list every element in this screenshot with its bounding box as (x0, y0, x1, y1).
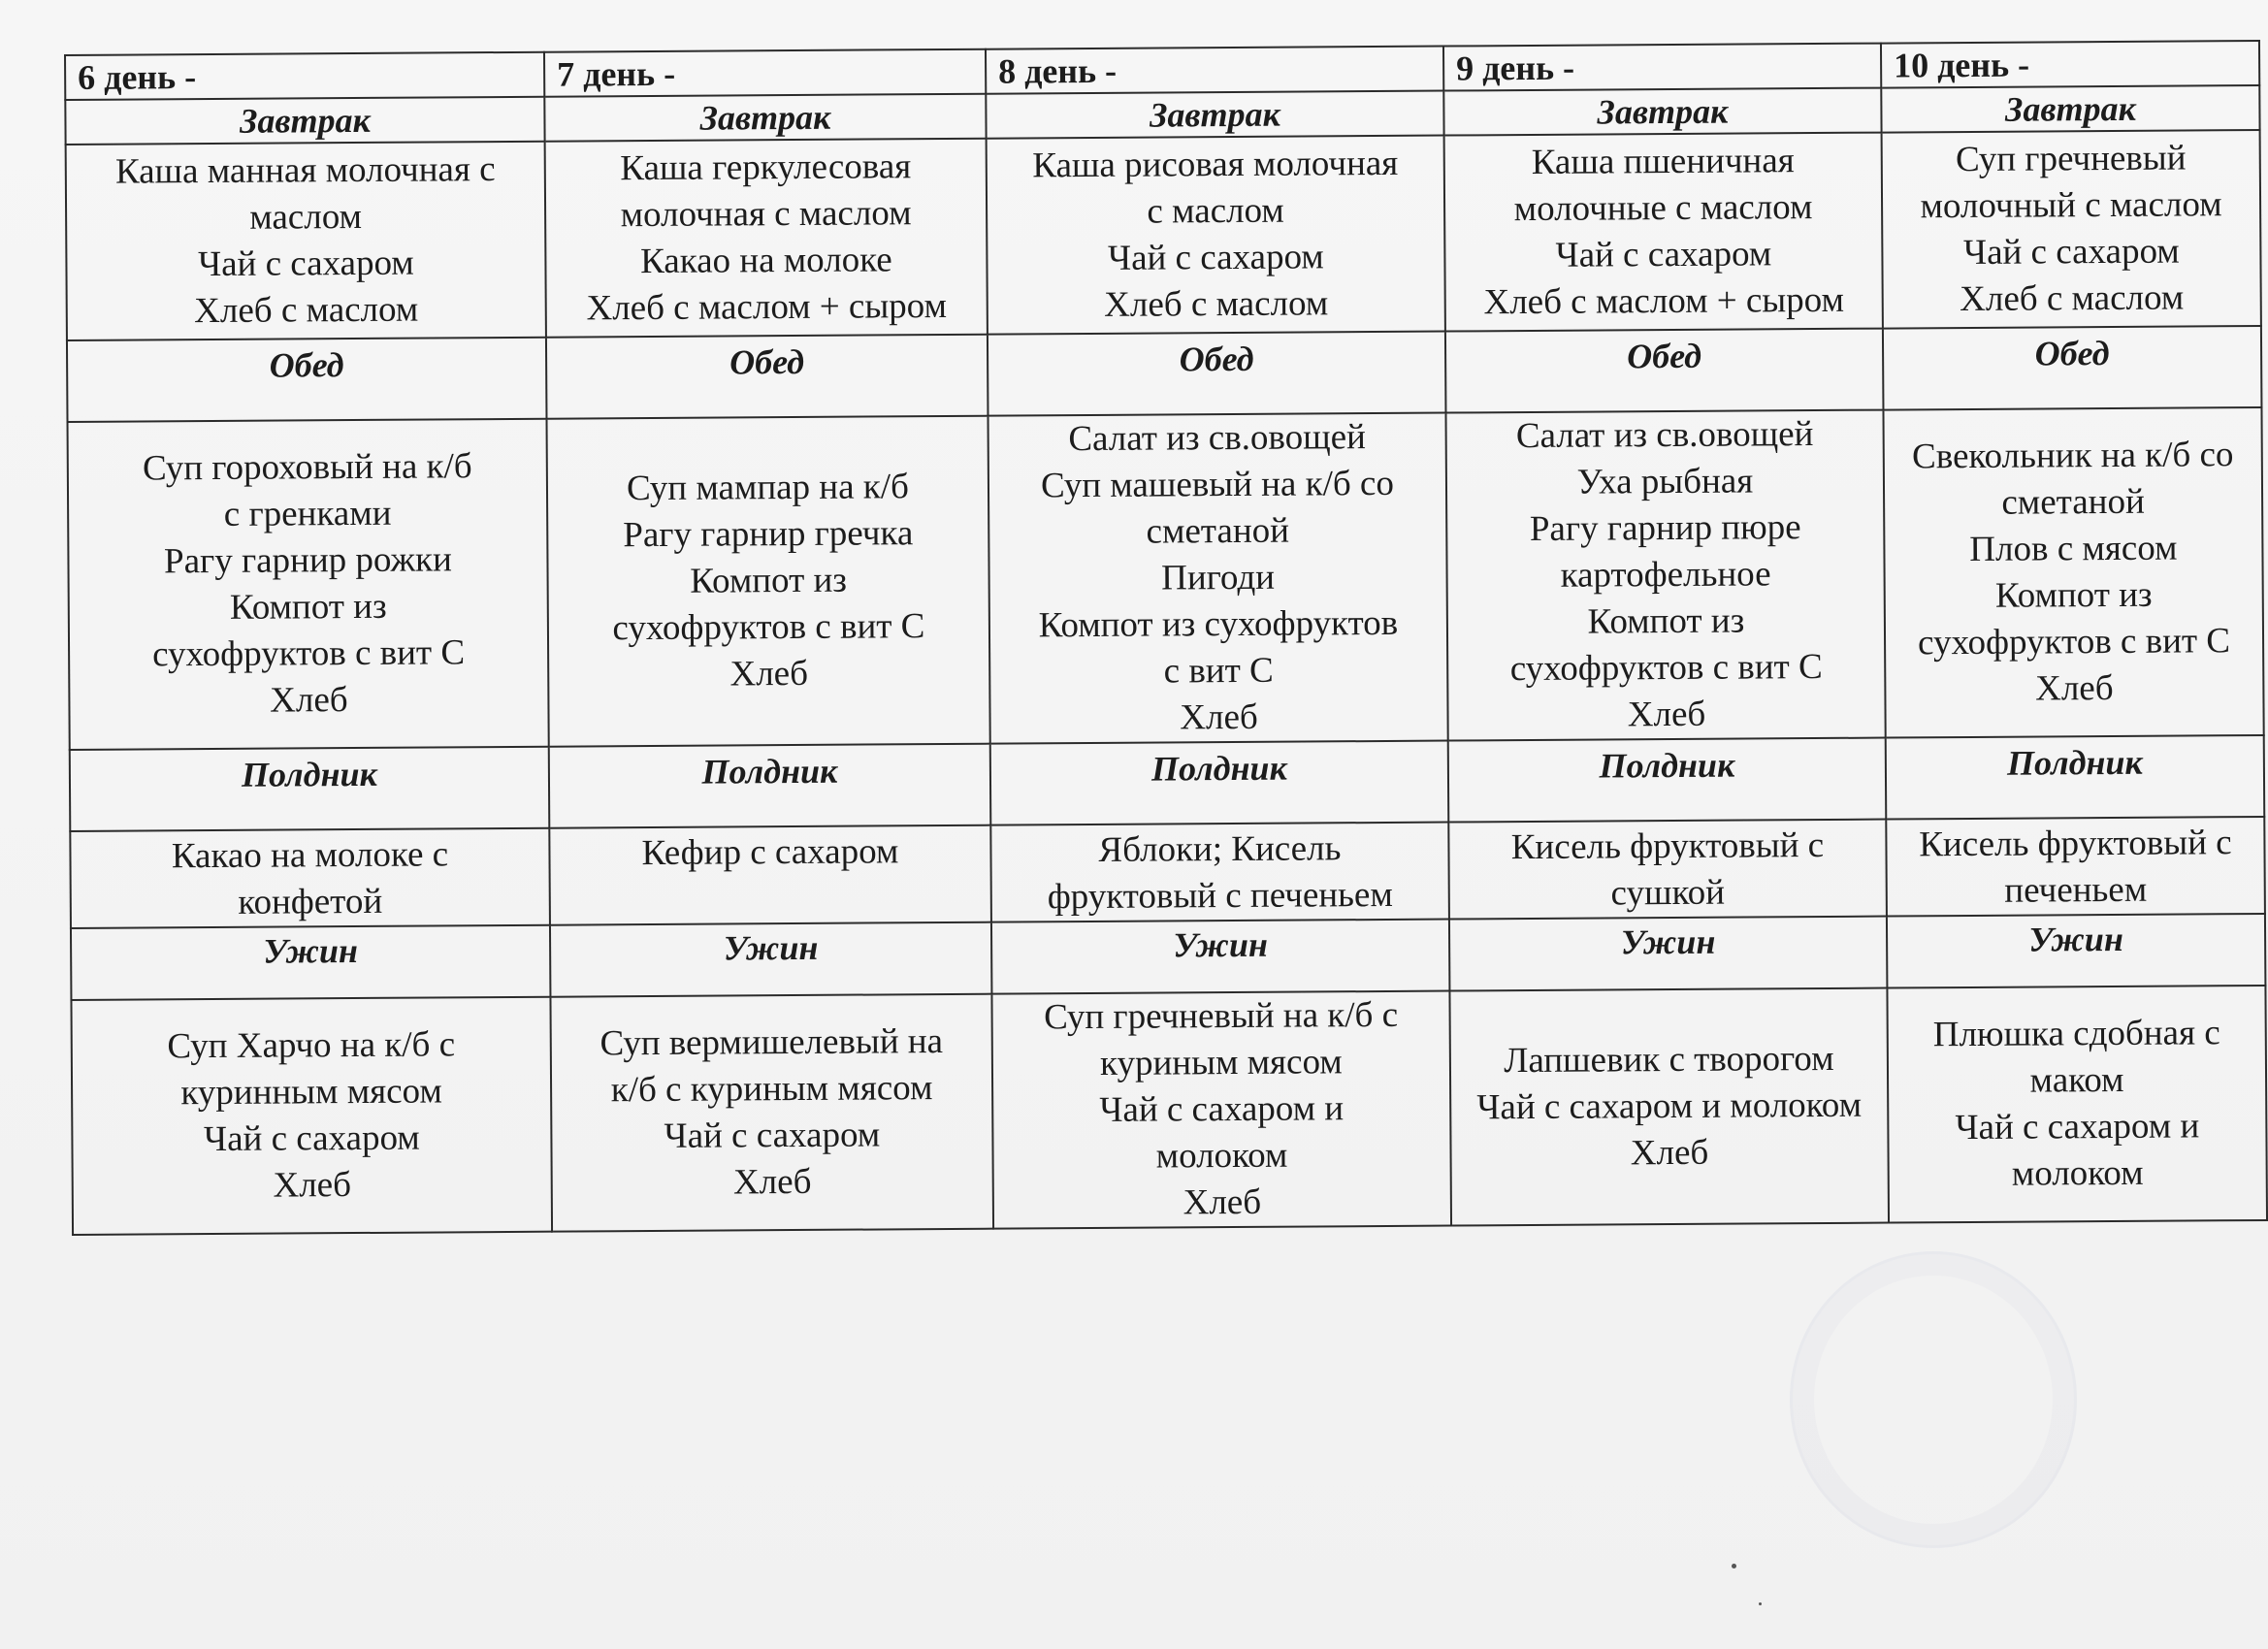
menu-item-line: Хлеб (273, 1165, 352, 1206)
menu-item-line: Компот из (690, 560, 848, 601)
menu-item-line: Салат из св.овощей (1515, 414, 1814, 457)
menu-item-line: Каша пшеничная (1531, 141, 1795, 182)
menu-item-line: Суп гречневый на к/б с (1044, 994, 1399, 1038)
breakfast-cell (66, 142, 546, 340)
menu-item-line: Хлеб (1180, 696, 1258, 738)
menu-item-line: Лапшевик с творогом (1504, 1038, 1834, 1082)
menu-item-line: к/б с куриным мясом (610, 1068, 933, 1111)
menu-item-line: Яблоки; Кисель (1098, 828, 1342, 870)
menu-item-line: Компот из сухофруктов (1038, 602, 1399, 646)
menu-item-line: Какао на молоке (640, 240, 892, 282)
lunch-label-row (67, 326, 2262, 422)
menu-item-line: Хлеб с маслом (1960, 277, 2185, 320)
snack-items-row (70, 817, 2265, 928)
menu-item-line: сметаной (2001, 481, 2145, 523)
dinner-cell (1449, 988, 1889, 1226)
breakfast-label: Завтрак (986, 91, 1443, 139)
lunch-cell (1445, 410, 1885, 741)
menu-item-line: Свекольник на к/б со (1911, 435, 2234, 477)
breakfast-cell (1444, 133, 1883, 332)
breakfast-label: Завтрак (65, 97, 544, 145)
snack-label: Полдник (70, 747, 550, 831)
lunch-label: Обед (1445, 329, 1884, 413)
dinner-label: Ужин (550, 922, 991, 997)
menu-item-line: Каша манная молочная с (114, 149, 496, 192)
menu-item-line: Чай с сахаром (197, 242, 414, 285)
menu-item-line: куриным мясом (1099, 1042, 1343, 1083)
menu-item-line: Компот из (1587, 600, 1745, 642)
lunch-cell (547, 416, 990, 747)
menu-item-line: Хлеб (2035, 668, 2114, 709)
snack-cell (549, 825, 991, 925)
menu-item-line: Хлеб (270, 680, 348, 721)
menu-item-line: молочные с маслом (1513, 187, 1813, 230)
snack-cell (70, 828, 550, 928)
menu-item-line: Кефир с сахаром (641, 831, 899, 874)
menu-item-line: картофельное (1560, 554, 1771, 596)
breakfast-label: Завтрак (1881, 85, 2259, 133)
lunch-cell (1883, 407, 2263, 738)
menu-item-line: с гренками (223, 493, 392, 534)
menu-item-line: молоком (2011, 1152, 2144, 1194)
lunch-items-row (68, 407, 2264, 750)
menu-item-line: молочный с маслом (1920, 184, 2222, 227)
breakfast-label: Завтрак (544, 94, 986, 142)
menu-item-line: маслом (249, 196, 363, 238)
breakfast-label: Завтрак (1443, 88, 1881, 136)
menu-item-line: с маслом (1147, 190, 1284, 232)
day-header: 8 день - (986, 47, 1443, 94)
menu-item-line: Хлеб (732, 1161, 812, 1203)
menu-item-line: Плов с мясом (1969, 528, 2178, 569)
dinner-cell (550, 994, 993, 1232)
menu-item-line: Рагу гарнир пюре (1529, 507, 1801, 549)
menu-item-line: Хлеб (1183, 1181, 1262, 1223)
lunch-cell (988, 413, 1447, 744)
lunch-label: Обед (546, 335, 988, 419)
lunch-label: Обед (988, 332, 1446, 416)
menu-item-line: молоком (1155, 1135, 1288, 1177)
menu-item-line: Чай с сахаром (1555, 234, 1772, 275)
menu-item-line: сухофруктов с вит С (151, 632, 466, 675)
day-header: 10 день - (1881, 41, 2259, 88)
menu-item-line: Суп мампар на к/б (626, 467, 910, 509)
menu-item-line: Хлеб (729, 653, 809, 695)
menu-item-line: Хлеб с маслом + сыром (586, 285, 948, 329)
menu-item-line: Суп гречневый (1955, 138, 2187, 180)
day-header: 6 день - (65, 52, 544, 100)
menu-item-line: Хлеб (1630, 1132, 1709, 1174)
menu-item-line: молочная с маслом (620, 193, 912, 236)
menu-item-line: с вит С (1163, 650, 1274, 692)
scan-speck (1759, 1602, 1762, 1605)
snack-label-row (70, 735, 2265, 831)
menu-item-line: Суп Харчо на к/б с (167, 1024, 456, 1067)
faded-stamp (1790, 1251, 2077, 1548)
day-header: 7 день - (544, 49, 986, 97)
dinner-label: Ужин (1887, 914, 2265, 988)
menu-item-line: Рагу гарнир рожки (163, 539, 452, 582)
menu-item-line: сухофруктов с вит С (612, 606, 925, 649)
menu-item-line: сушкой (1610, 872, 1726, 914)
menu-item-line: сухофруктов с вит С (1509, 646, 1823, 690)
lunch-label: Обед (67, 338, 547, 422)
menu-item-line: Хлеб с маслом (194, 289, 419, 332)
menu-item-line: печеньем (2004, 869, 2148, 911)
menu-item-line: Рагу гарнир гречка (623, 513, 914, 556)
lunch-cell (68, 419, 549, 750)
menu-item-line: Кисель фруктовый с (1510, 824, 1825, 868)
menu-item-line: Уха рыбная (1576, 461, 1754, 502)
menu-item-line: Чай с сахаром (664, 1115, 881, 1156)
dinner-cell (991, 991, 1451, 1229)
menu-item-line: Хлеб (1627, 694, 1706, 735)
dinner-cell (71, 997, 552, 1235)
menu-table (64, 40, 2268, 1236)
menu-item-line: Пигоди (1161, 557, 1276, 598)
menu-item-line: сухофруктов с вит С (1917, 621, 2231, 663)
menu-item-line: Чай с сахаром и (1099, 1088, 1345, 1130)
snack-label: Полдник (990, 741, 1449, 825)
dinner-items-row (71, 986, 2267, 1235)
menu-item-line: сметаной (1146, 510, 1290, 552)
menu-item-line: Чай с сахаром (1107, 237, 1324, 278)
menu-item-line: Чай с сахаром и (1955, 1106, 2200, 1148)
snack-label: Полдник (1448, 738, 1887, 823)
breakfast-cell (1882, 130, 2261, 329)
menu-item-line: Какао на молоке с (171, 834, 449, 877)
snack-cell (1886, 817, 2265, 917)
menu-item-line: куринным мясом (180, 1071, 442, 1114)
snack-label: Полдник (549, 744, 991, 828)
menu-item-line: фруктовый с печеньем (1047, 874, 1393, 918)
menu-item-line: Суп вермишелевый на (599, 1021, 944, 1064)
dinner-label: Ужин (1449, 917, 1887, 991)
menu-item-line: Компот из (1994, 574, 2153, 616)
menu-item-line: Кисель фруктовый с (1919, 823, 2232, 865)
menu-item-line: Компот из (229, 586, 387, 628)
menu-item-line: Чай с сахаром (203, 1117, 420, 1160)
snack-cell (990, 823, 1449, 922)
menu-table-container (64, 40, 2266, 1236)
snack-cell (1448, 820, 1887, 920)
dinner-label: Ужин (71, 925, 550, 1000)
breakfast-cell (545, 139, 988, 338)
lunch-label: Обед (1883, 326, 2262, 410)
menu-item-line: Плюшка сдобная с (1932, 1013, 2220, 1055)
menu-item-line: Салат из св.овощей (1068, 417, 1367, 460)
breakfast-cell (987, 136, 1445, 335)
menu-item-line: Каша геркулесовая (620, 146, 912, 189)
dinner-cell (1887, 986, 2267, 1223)
day-header: 9 день - (1443, 44, 1881, 91)
menu-item-line: Хлеб с маслом (1104, 283, 1329, 325)
menu-item-line: Суп гороховый на к/б (142, 446, 472, 489)
menu-item-line: маком (2029, 1059, 2124, 1101)
menu-item-line: Суп машевый на к/б со (1040, 463, 1395, 506)
menu-item-line: Хлеб с маслом + сыром (1483, 279, 1845, 323)
snack-label: Полдник (1886, 735, 2265, 820)
menu-item-line: Чай с сахаром и молоком (1476, 1084, 1863, 1128)
menu-item-line: Чай с сахаром (1962, 231, 2180, 274)
scan-speck (1732, 1564, 1736, 1568)
breakfast-items-row (66, 130, 2261, 340)
menu-item-line: Каша рисовая молочная (1032, 143, 1399, 186)
menu-item-line: конфетой (238, 881, 383, 922)
dinner-label: Ужин (991, 920, 1449, 994)
